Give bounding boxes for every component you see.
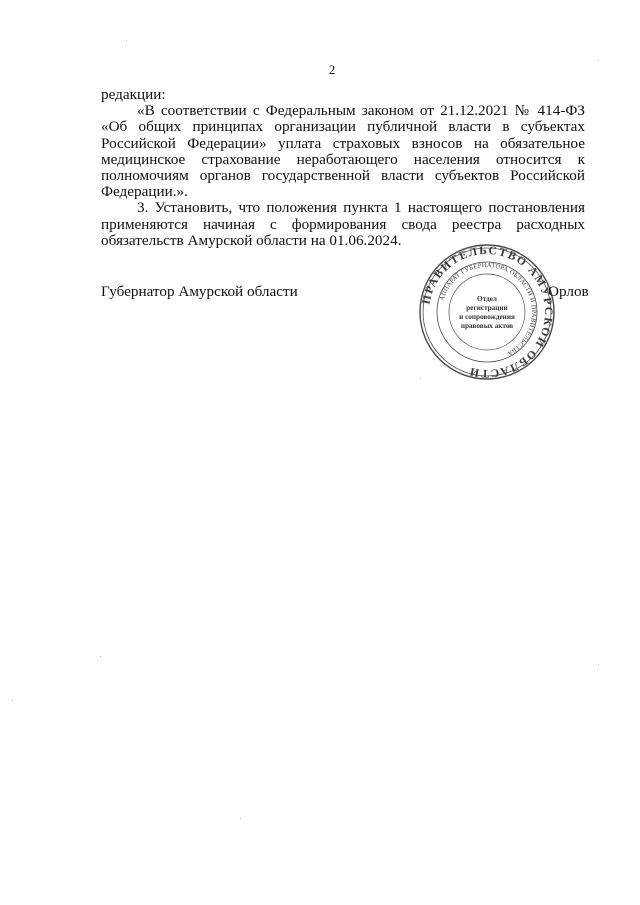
paragraph-item-3: 3. Установить, что положения пункта 1 настоящего постановления применяются начиная с формирования свода реестра расходных обязательств Амурской области на 01.06.2024. bbox=[101, 199, 585, 249]
official-seal-icon bbox=[418, 243, 556, 381]
document-body bbox=[101, 87, 585, 249]
signature-title: Губернатор Амурской области bbox=[101, 283, 298, 300]
seal-inner-text: АППАРАТ ГУБЕРНАТОРА ОБЛАСТИ И ПРАВИТЕЛЬСТВА bbox=[438, 261, 538, 357]
paragraph-quote: «В соответствии с Федеральным законом от 21.12.2021 № 414-ФЗ «Об общих принципах организации публичной власти в субъектах Российской Федерации» уплата страховых взносов на обязательное медицинское страхование неработающего населения относится к полномочиям органов государственной власти субъектов Российской Федерации.». bbox=[101, 102, 585, 201]
scan-speck bbox=[598, 664, 599, 665]
seal-center-line-4: правовых актов bbox=[460, 322, 514, 330]
scan-speck bbox=[240, 818, 241, 819]
page-number: 2 bbox=[328, 62, 336, 77]
signature-name: Орлов bbox=[548, 283, 589, 300]
paragraph-continuation: редакции: bbox=[101, 86, 166, 103]
scan-speck bbox=[420, 378, 421, 379]
seal-outer-text: ПРАВИТЕЛЬСТВО АМУРСКОЙ ОБЛАСТИ bbox=[420, 244, 555, 380]
scan-speck bbox=[100, 656, 101, 657]
scan-speck bbox=[12, 700, 13, 701]
seal-center-line-3: и сопровождения bbox=[459, 313, 515, 321]
scan-speck bbox=[598, 60, 599, 61]
seal-center-line-1: Отдел bbox=[477, 295, 497, 303]
scan-speck bbox=[126, 40, 127, 41]
seal-center-line-2: регистрации bbox=[466, 304, 508, 312]
